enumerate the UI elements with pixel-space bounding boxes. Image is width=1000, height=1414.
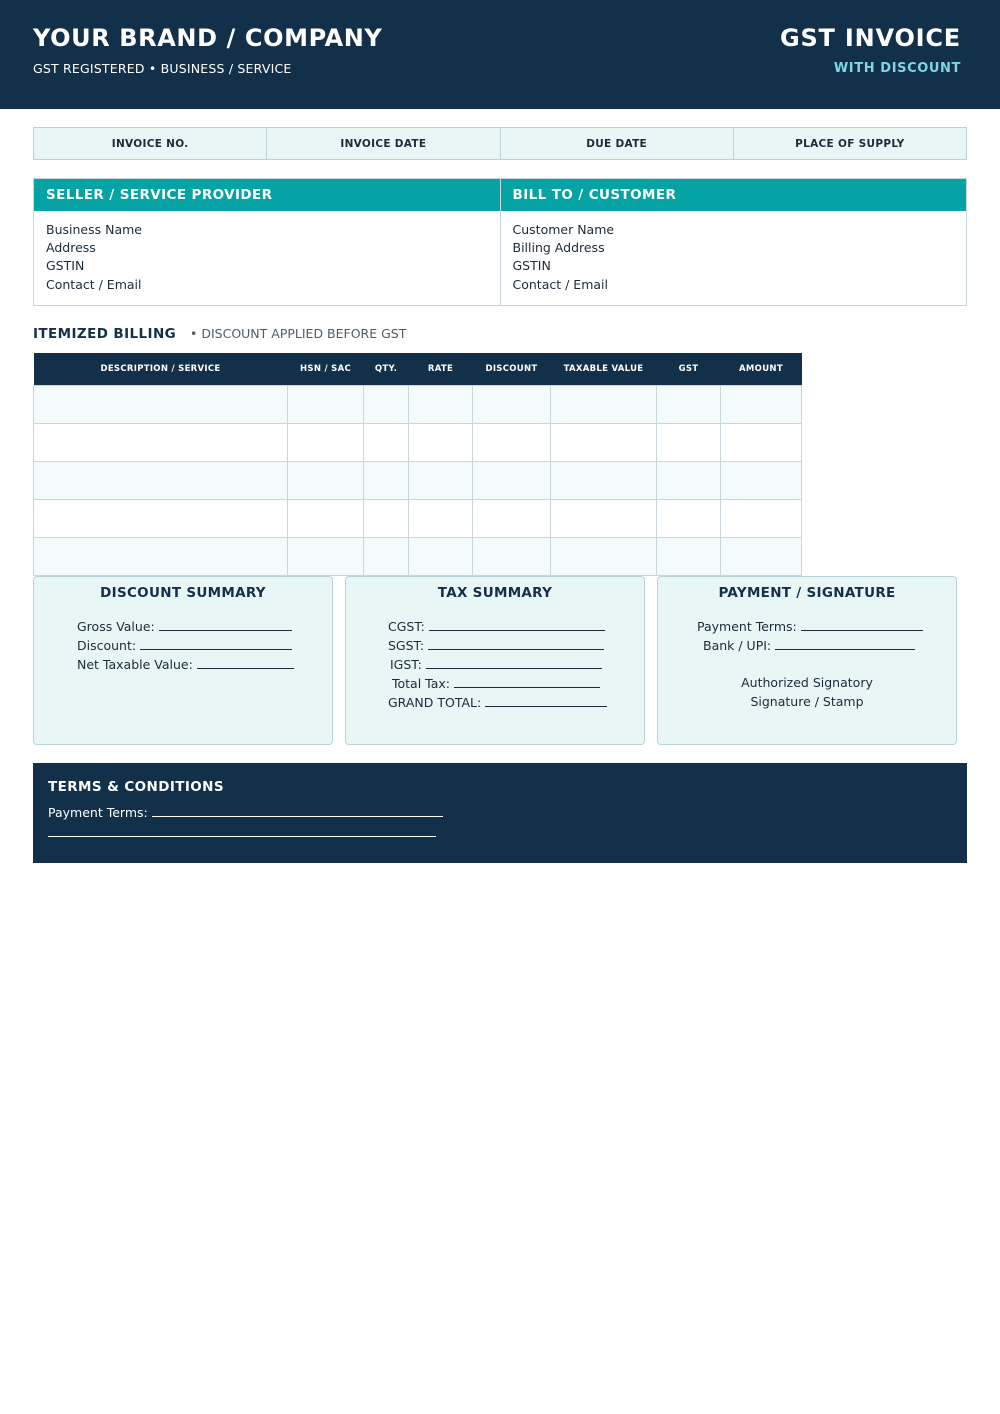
table-cell[interactable] xyxy=(551,461,657,499)
table-cell[interactable] xyxy=(34,499,288,537)
terms-title: TERMS & CONDITIONS xyxy=(48,779,224,795)
itemized-billing-title: ITEMIZED BILLING xyxy=(33,326,177,342)
sgst-field[interactable] xyxy=(428,638,604,650)
table-cell[interactable] xyxy=(473,499,551,537)
header-band xyxy=(0,0,1000,109)
column-header-description: DESCRIPTION / SERVICE xyxy=(34,353,288,385)
terms-panel xyxy=(33,763,967,863)
table-cell[interactable] xyxy=(721,385,802,423)
seller-business-name[interactable]: Business Name xyxy=(46,222,142,237)
invoice-meta-row xyxy=(33,127,967,160)
table-cell[interactable] xyxy=(551,423,657,461)
table-row xyxy=(34,461,802,499)
invoice-date-field[interactable]: INVOICE DATE xyxy=(266,127,500,160)
net-taxable-field[interactable] xyxy=(197,657,294,669)
table-cell[interactable] xyxy=(657,385,721,423)
cgst-row xyxy=(388,617,644,636)
tax-summary-box xyxy=(345,576,645,745)
table-cell[interactable] xyxy=(657,461,721,499)
payment-terms-row xyxy=(697,617,956,636)
table-cell[interactable] xyxy=(473,461,551,499)
payment-signature-box xyxy=(657,576,957,745)
total-tax-row xyxy=(388,674,644,693)
table-cell[interactable] xyxy=(721,499,802,537)
grand-total-row xyxy=(388,693,644,712)
table-cell[interactable] xyxy=(409,423,473,461)
igst-row xyxy=(388,655,644,674)
signature-stamp-label[interactable]: Signature / Stamp xyxy=(750,694,864,709)
net-taxable-row xyxy=(77,655,332,674)
buyer-gstin[interactable]: GSTIN xyxy=(512,258,551,274)
bank-upi-field[interactable] xyxy=(775,638,915,650)
table-cell[interactable] xyxy=(409,499,473,537)
table-cell[interactable] xyxy=(409,461,473,499)
table-cell[interactable] xyxy=(721,537,802,575)
discount-summary-title: DISCOUNT SUMMARY xyxy=(100,585,266,601)
table-cell[interactable] xyxy=(473,537,551,575)
table-cell[interactable] xyxy=(409,537,473,575)
grand-total-field[interactable] xyxy=(485,695,607,707)
table-cell[interactable] xyxy=(551,537,657,575)
table-cell[interactable] xyxy=(34,423,288,461)
due-date-field[interactable]: DUE DATE xyxy=(500,127,734,160)
table-cell[interactable] xyxy=(551,499,657,537)
total-tax-field[interactable] xyxy=(454,676,600,688)
discount-label: Discount: xyxy=(77,638,137,653)
table-header-row xyxy=(34,353,802,385)
table-cell[interactable] xyxy=(551,385,657,423)
total-tax-label: Total Tax: xyxy=(392,676,451,691)
table-cell[interactable] xyxy=(34,385,288,423)
payment-terms-label: Payment Terms: xyxy=(697,619,797,634)
seller-heading: SELLER / SERVICE PROVIDER xyxy=(34,179,500,211)
discount-note: • DISCOUNT APPLIED BEFORE GST xyxy=(190,326,407,341)
table-row xyxy=(34,537,802,575)
buyer-billing-address[interactable]: Billing Address xyxy=(512,240,605,256)
invoice-number-field[interactable]: INVOICE NO. xyxy=(33,127,267,160)
cgst-label: CGST: xyxy=(388,619,425,634)
table-row xyxy=(34,385,802,423)
seller-address[interactable]: Address xyxy=(46,240,96,256)
terms-payment-field[interactable] xyxy=(152,805,443,817)
document-subtitle: WITH DISCOUNT xyxy=(833,61,961,76)
seller-contact[interactable]: Contact / Email xyxy=(46,276,142,292)
gross-value-field[interactable] xyxy=(159,619,292,631)
brand-subtitle: GST REGISTERED • BUSINESS / SERVICE xyxy=(33,61,292,76)
column-header-qty: QTY. xyxy=(364,353,409,385)
bank-upi-row xyxy=(697,636,956,655)
terms-extra-line[interactable] xyxy=(48,836,436,837)
table-cell[interactable] xyxy=(364,499,409,537)
gross-value-row xyxy=(77,617,332,636)
buyer-customer-name[interactable]: Customer Name xyxy=(512,222,615,237)
discount-row xyxy=(77,636,332,655)
table-cell[interactable] xyxy=(288,537,364,575)
document-title: GST INVOICE xyxy=(779,24,961,52)
bank-upi-label: Bank / UPI: xyxy=(703,638,772,653)
buyer-contact[interactable]: Contact / Email xyxy=(512,276,608,292)
igst-field[interactable] xyxy=(426,657,602,669)
seller-block xyxy=(34,179,500,305)
sgst-label: SGST: xyxy=(388,638,425,653)
table-cell[interactable] xyxy=(473,385,551,423)
discount-summary-box xyxy=(33,576,333,745)
igst-label: IGST: xyxy=(390,657,422,672)
table-row xyxy=(34,423,802,461)
table-cell[interactable] xyxy=(288,423,364,461)
column-header-rate: RATE xyxy=(409,353,473,385)
table-cell[interactable] xyxy=(34,461,288,499)
discount-field[interactable] xyxy=(140,638,292,650)
table-cell[interactable] xyxy=(721,423,802,461)
column-header-amount: AMOUNT xyxy=(721,353,802,385)
table-cell[interactable] xyxy=(657,499,721,537)
cgst-field[interactable] xyxy=(429,619,605,631)
table-cell[interactable] xyxy=(288,461,364,499)
table-cell[interactable] xyxy=(288,499,364,537)
column-header-hsn-sac: HSN / SAC xyxy=(288,353,364,385)
seller-gstin[interactable]: GSTIN xyxy=(46,258,85,274)
sgst-row xyxy=(388,636,644,655)
table-cell[interactable] xyxy=(409,385,473,423)
table-cell[interactable] xyxy=(364,385,409,423)
table-cell[interactable] xyxy=(721,461,802,499)
terms-payment-label: Payment Terms: xyxy=(48,805,148,820)
table-cell[interactable] xyxy=(364,537,409,575)
column-header-taxable-value: TAXABLE VALUE xyxy=(551,353,657,385)
parties-panel xyxy=(33,178,967,306)
column-header-discount: DISCOUNT xyxy=(473,353,551,385)
table-cell[interactable] xyxy=(657,537,721,575)
table-cell[interactable] xyxy=(364,423,409,461)
table-cell[interactable] xyxy=(364,461,409,499)
table-cell[interactable] xyxy=(288,385,364,423)
gross-value-label: Gross Value: xyxy=(77,619,155,634)
place-of-supply-field[interactable]: PLACE OF SUPPLY xyxy=(733,127,967,160)
brand-name: YOUR BRAND / COMPANY xyxy=(33,24,383,52)
table-cell[interactable] xyxy=(34,537,288,575)
payment-signature-title: PAYMENT / SIGNATURE xyxy=(718,585,896,601)
buyer-heading: BILL TO / CUSTOMER xyxy=(501,179,967,211)
column-header-gst: GST xyxy=(657,353,721,385)
terms-payment-row xyxy=(48,805,443,820)
authorized-signatory-label: Authorized Signatory xyxy=(741,675,873,690)
payment-terms-field[interactable] xyxy=(801,619,923,631)
buyer-block xyxy=(500,179,967,305)
table-cell[interactable] xyxy=(473,423,551,461)
items-table xyxy=(33,353,802,576)
table-cell[interactable] xyxy=(657,423,721,461)
table-row xyxy=(34,499,802,537)
tax-summary-title: TAX SUMMARY xyxy=(437,585,553,601)
grand-total-label: GRAND TOTAL: xyxy=(388,695,482,710)
net-taxable-label: Net Taxable Value: xyxy=(77,657,193,672)
